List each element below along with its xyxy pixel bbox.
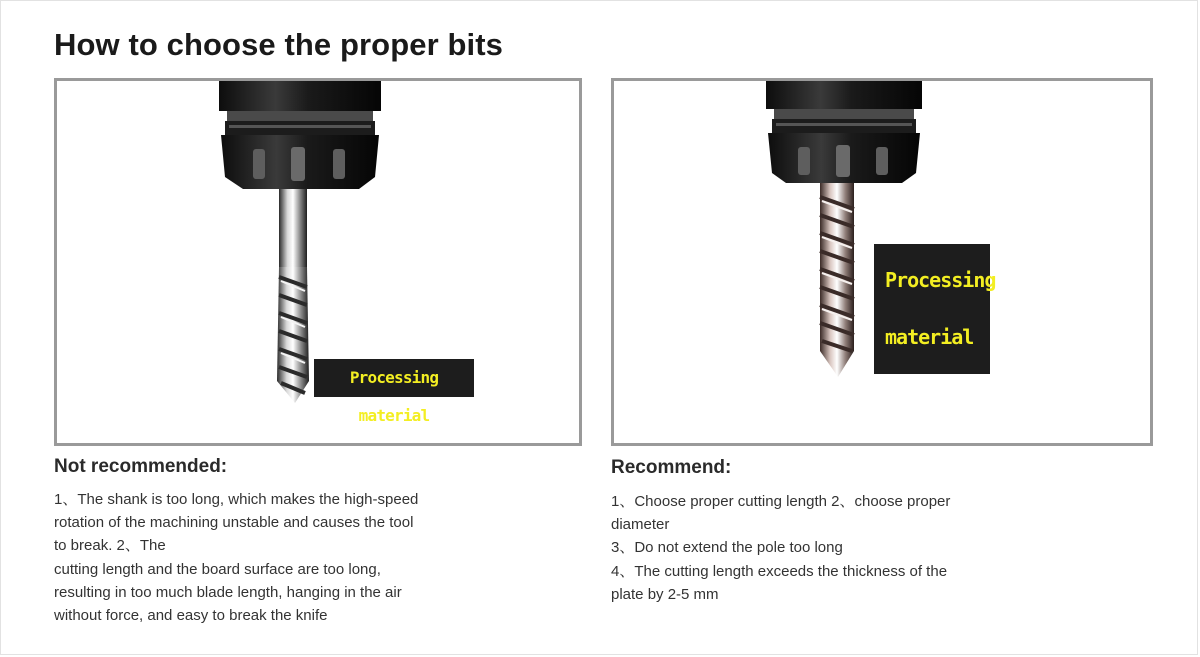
- recommend-heading: Recommend:: [611, 457, 732, 478]
- text-line: to break. 2、The: [54, 537, 166, 555]
- not-recommended-text: [54, 488, 582, 627]
- not-recommended-image: [54, 78, 582, 446]
- text-line: 3、Do not extend the pole too long: [611, 539, 843, 557]
- label-line: Processing: [885, 268, 996, 292]
- text-line: 1、Choose proper cutting length 2、choose proper: [611, 493, 951, 510]
- label-line: material: [885, 325, 974, 349]
- recommend-text: [611, 490, 1153, 606]
- text-line: resulting in too much blade length, hanging in the air: [54, 583, 402, 601]
- recommend-card: [611, 78, 1153, 606]
- text-line: 4、The cutting length exceeds the thickness of the: [611, 562, 948, 580]
- processing-material-label: Processing material: [314, 359, 474, 397]
- text-line: diameter: [611, 516, 670, 534]
- page-title: How to choose the proper bits: [54, 27, 503, 62]
- text-line: rotation of the machining unstable and causes the tool: [54, 514, 414, 532]
- processing-material-label: [874, 244, 996, 374]
- text-line: plate by 2-5 mm: [611, 585, 719, 603]
- text-line: 1、The shank is too long, which makes the high-speed: [54, 491, 419, 508]
- recommend-image: [611, 78, 1153, 446]
- not-recommended-heading: Not recommended:: [54, 456, 228, 477]
- not-recommended-card: [54, 78, 582, 627]
- text-line: without force, and easy to break the knife: [54, 607, 328, 625]
- text-line: cutting length and the board surface are too long,: [54, 560, 381, 578]
